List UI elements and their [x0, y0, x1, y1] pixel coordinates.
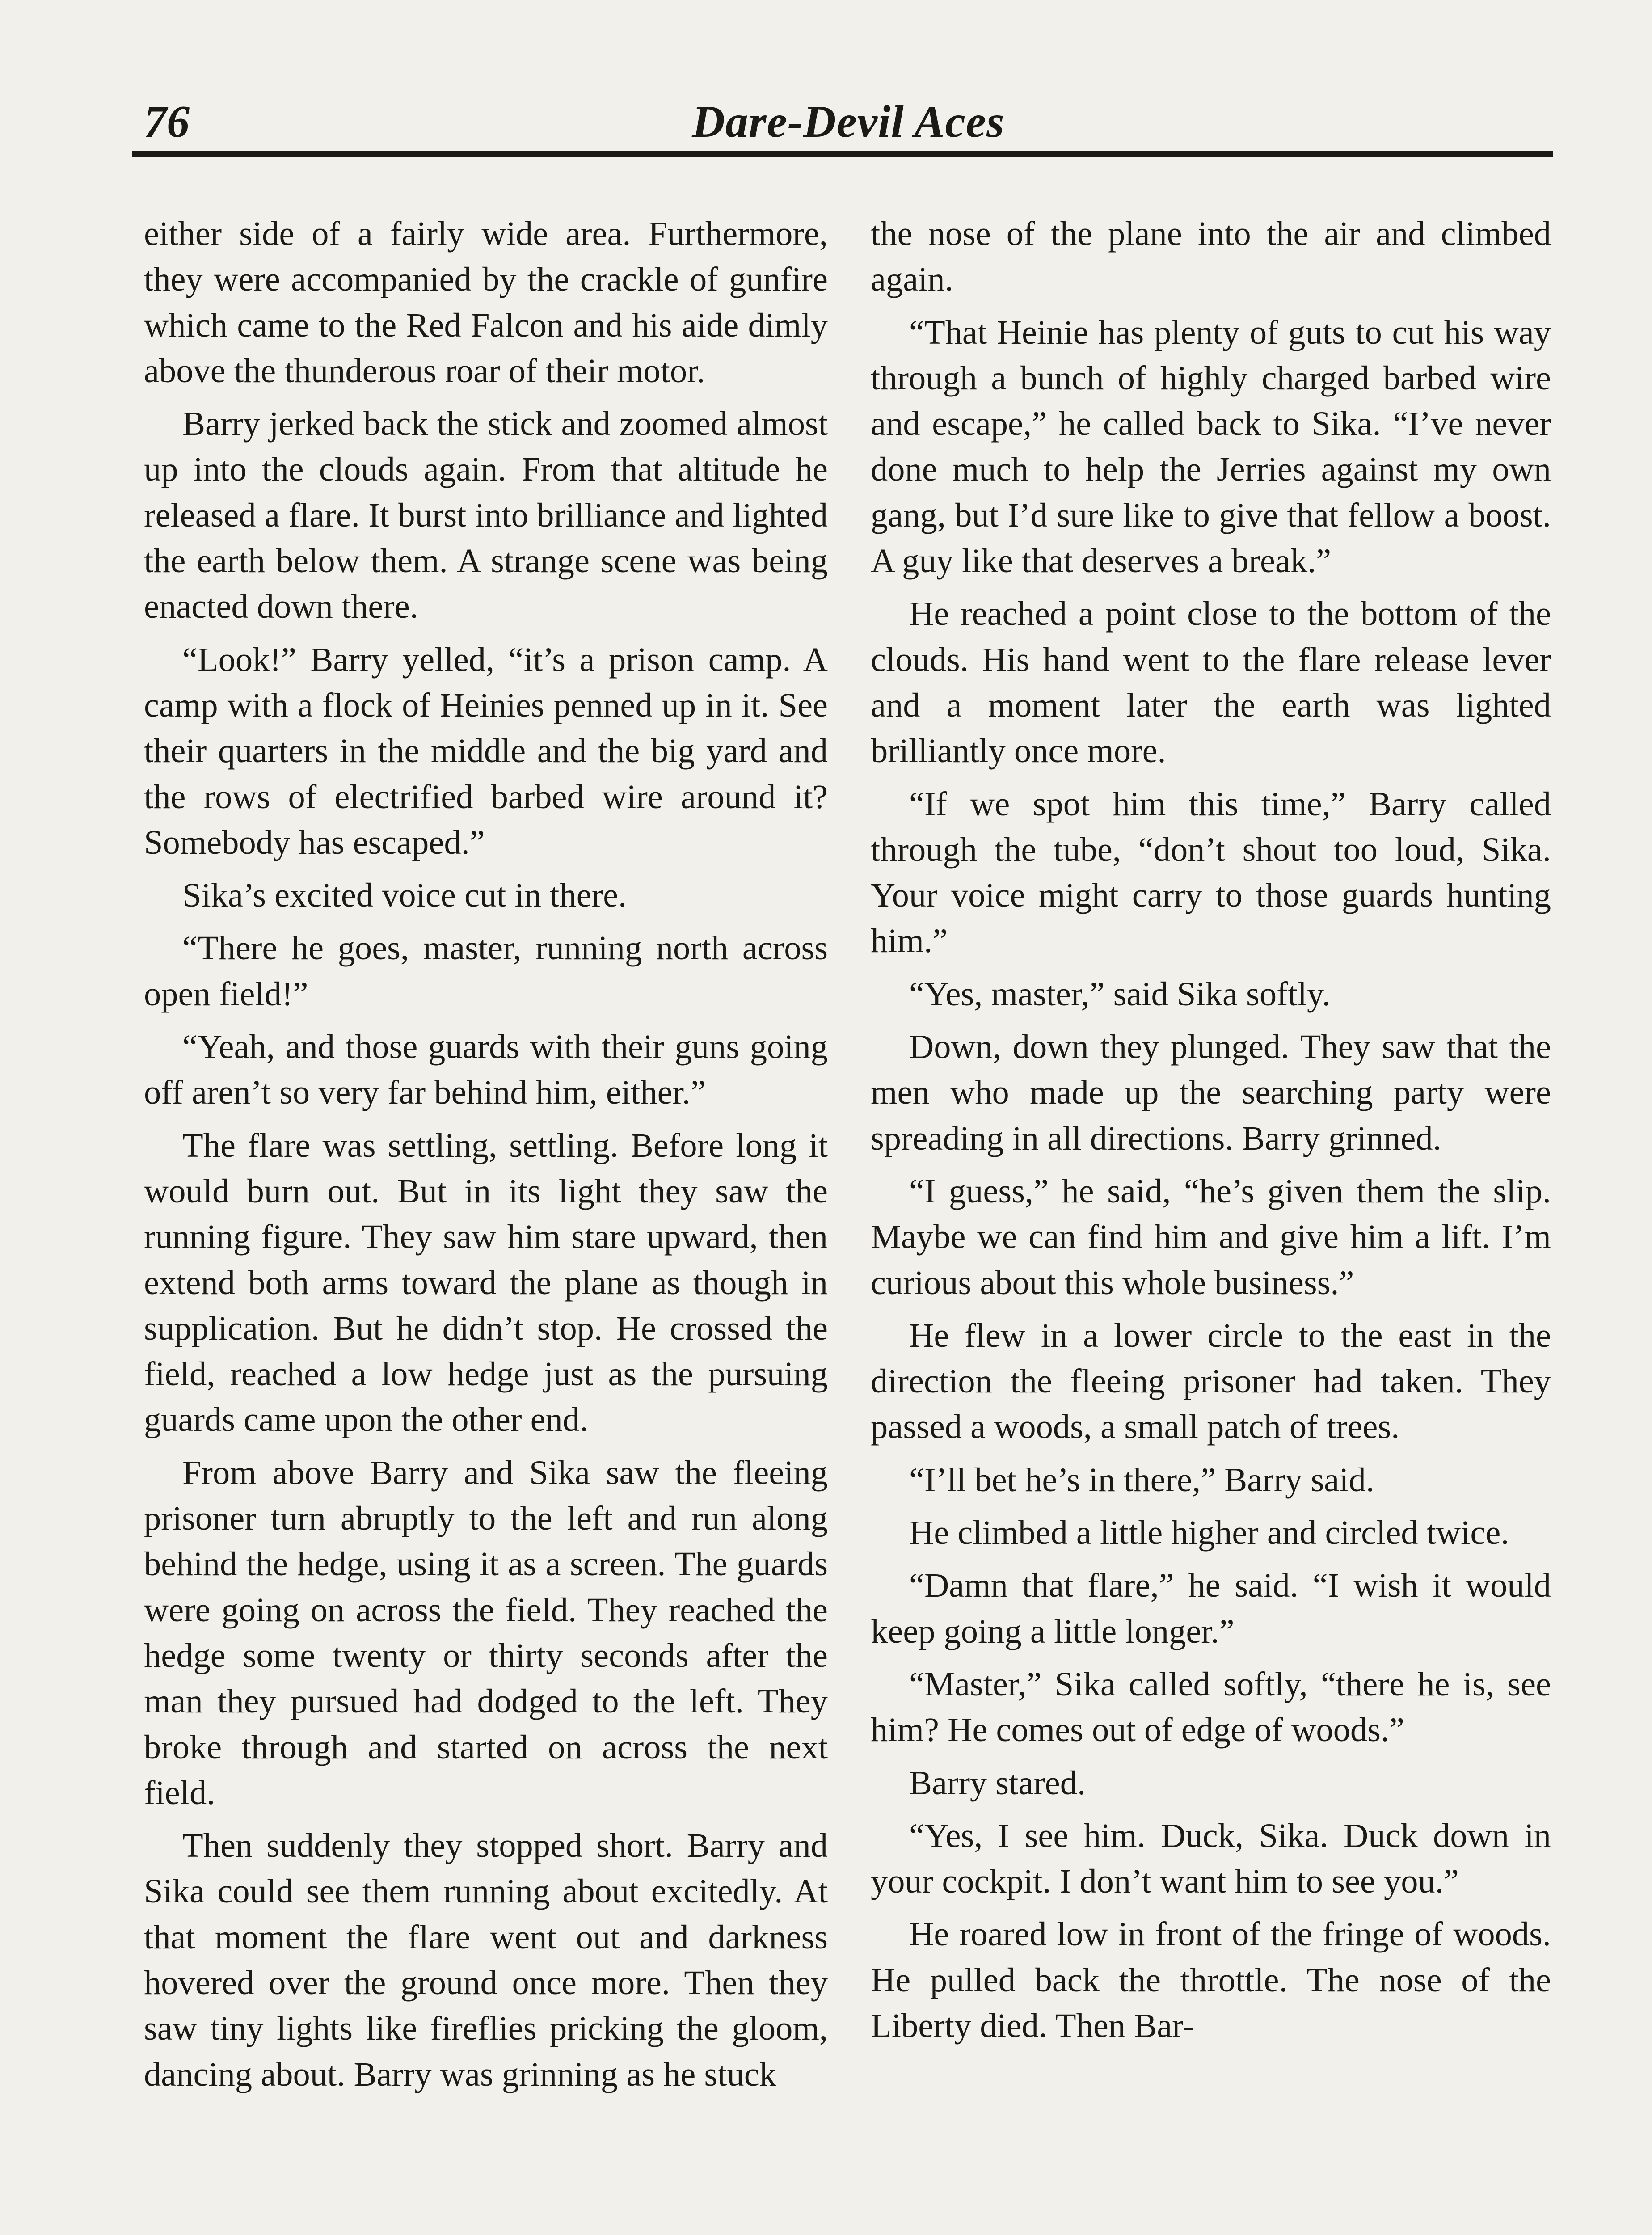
paragraph: “Look!” Barry yelled, “it’s a prison camp. A camp with a flock of Heinies penned up in it. See their quarters in the middle and the big yard and the rows of electrified barbed wire around it? Somebody has escaped.” [144, 640, 828, 861]
paragraph: “Yes, I see him. Duck, Sika. Duck down in your cockpit. I don’t want him to see you.” [871, 1816, 1551, 1901]
paragraph: “Damn that flare,” he said. “I wish it would keep going a little longer.” [871, 1566, 1551, 1650]
paragraph: Down, down they plunged. They saw that the men who made up the searching party were spreading in all directions. Barry grinned. [871, 1028, 1551, 1157]
page-number: 76 [144, 97, 190, 147]
magazine-title: Dare-Devil Aces [692, 97, 1005, 147]
paragraph: From above Barry and Sika saw the fleeing prisoner turn abruptly to the left and run along behind the hedge, using it as a screen. The guards were going on across the field. They reached the hedge some twenty or thirty seconds after the man they pursued had dodged to the left. They broke through and started on across the next field. [144, 1453, 828, 1812]
paragraph: the nose of the plane into the air and climbed again. [871, 215, 1551, 299]
paragraph: He flew in a lower circle to the east in the direction the fleeing prisoner had taken. They passed a woods, a small patch of trees. [871, 1316, 1551, 1446]
paragraph: “If we spot him this time,” Barry called through the tube, “don’t shout too loud, Sika. Your voice might carry to those guards hunting him.” [871, 784, 1551, 960]
header-rule [132, 151, 1553, 157]
paragraph: “Master,” Sika called softly, “there he is, see him? He comes out of edge of woods.” [871, 1665, 1551, 1749]
running-header [144, 89, 1553, 156]
paragraph: “That Heinie has plenty of guts to cut his way through a bunch of highly charged barbed wire and escape,” he called back to Sika. “I’ve never done much to help the Jerries against my own gang, but I’d sure like to give that fellow a boost. A guy like that deserves a break.” [871, 313, 1551, 580]
paragraph: Barry jerked back the stick and zoomed almost up into the clouds again. From that altitude he released a flare. It burst into brilliance and lighted the earth below them. A strange scene was being enacted down there. [144, 405, 828, 626]
paragraph: “There he goes, master, running north across open field!” [144, 929, 828, 1013]
paragraph: The flare was settling, settling. Before long it would burn out. But in its light they saw the running figure. They saw him stare upward, then extend both arms toward the plane as though in supplication. But he didn’t stop. He crossed the field, reached a low hedge just as the pursuing guards came upon the other end. [144, 1126, 828, 1439]
paragraph: “Yes, master,” said Sika softly. [909, 974, 1331, 1013]
left-column [144, 211, 828, 2104]
right-column [871, 211, 1551, 2056]
paragraph: He climbed a little higher and circled twice. [909, 1514, 1509, 1552]
paragraph: Barry stared. [909, 1763, 1086, 1802]
paragraph: Sika’s excited voice cut in there. [182, 876, 627, 915]
paragraph: He reached a point close to the bottom of the clouds. His hand went to the flare release lever and a moment later the earth was lighted brilliantly once more. [871, 595, 1551, 770]
paragraph: He roared low in front of the fringe of woods. He pulled back the throttle. The nose of the Liberty died. Then Bar- [871, 1915, 1551, 2045]
paragraph: “Yeah, and those guards with their guns going off aren’t so very far behind him, either.” [144, 1028, 828, 1112]
paragraph: Then suddenly they stopped short. Barry and Sika could see them running about excitedly. At that moment the flare went out and darkness hovered over the ground once more. Then they saw tiny lights like fireflies pricking the gloom, dancing about. Barry was grinning as he stuck [144, 1826, 828, 2093]
paragraph: either side of a fairly wide area. Furthermore, they were accompanied by the crackle of gunfire which came to the Red Falcon and his aide dimly above the thunderous roar of their motor. [144, 215, 828, 390]
paragraph: “I guess,” he said, “he’s given them the slip. Maybe we can find him and give him a lift. I’m curious about this whole business.” [871, 1172, 1551, 1302]
paragraph: “I’ll bet he’s in there,” Barry said. [909, 1460, 1374, 1499]
